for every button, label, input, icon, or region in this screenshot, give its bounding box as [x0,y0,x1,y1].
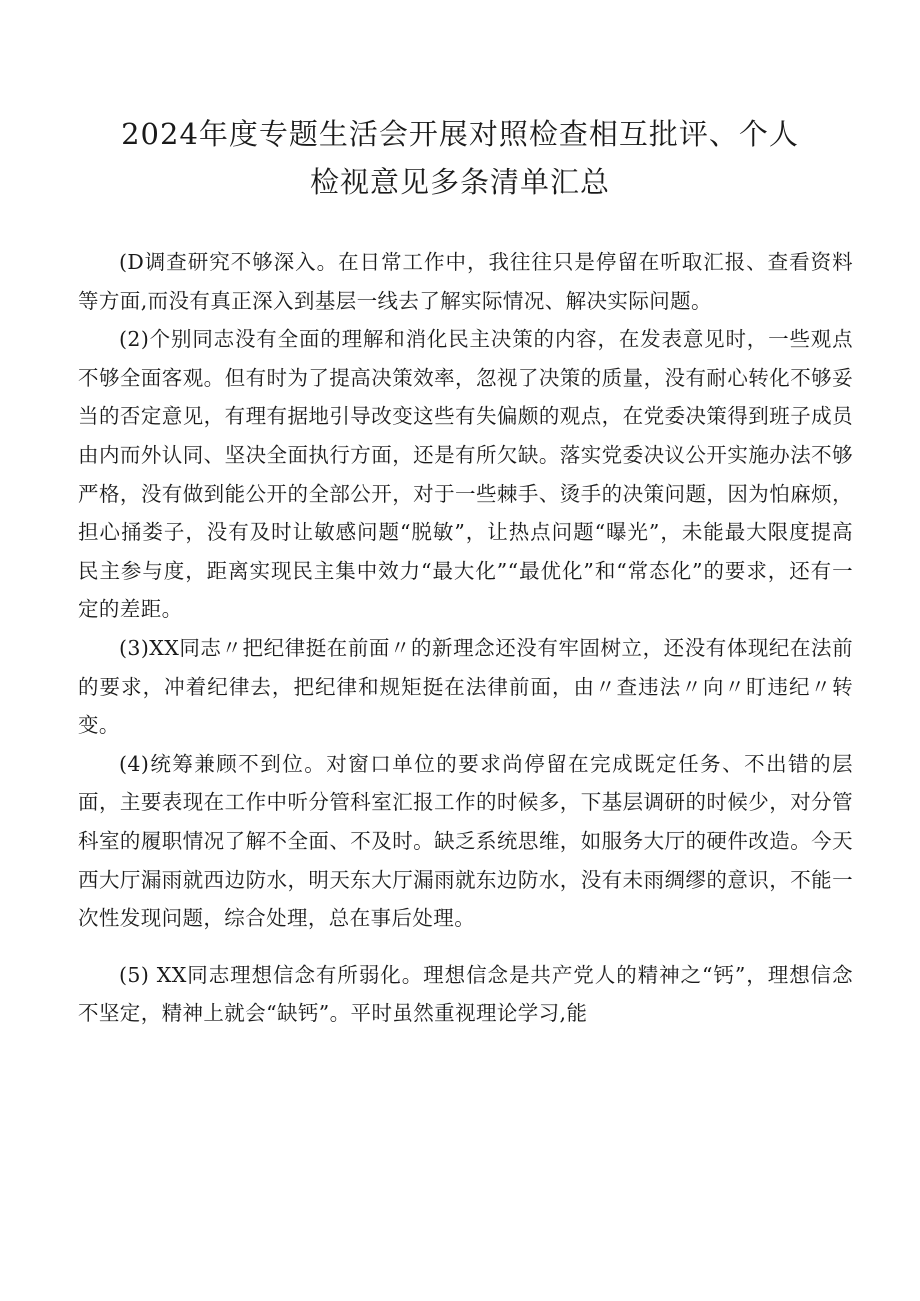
paragraph-5: (5) XX同志理想信念有所弱化。理想信念是共产党人的精神之“钙”，理想信念不坚定，精神上就会“缺钙”。平时虽然重视理论学习,能 [78,962,853,1026]
paragraph-4: (4)统筹兼顾不到位。对窗口单位的要求尚停留在完成既定任务、不出错的层面，主要表现在工作中听分管科室汇报工作的时候多，下基层调研的时候少，对分管科室的履职情况了解不全面、不及时。缺乏系统思维，如服务大厅的硬件改造。今天西大厅漏雨就西边防水，明天东大厅漏雨就东边防水，没有未雨绸缪的意识，不能一次性发现问题，综合处理，总在事后处理。 [78,751,853,931]
paragraph-2: (2)个别同志没有全面的理解和消化民主决策的内容，在发表意见时，一些观点不够全面客观。但有时为了提高决策效率，忽视了决策的质量，没有耐心转化不够妥当的否定意见，有理有据地引导改变这些有失偏颇的观点，在党委决策得到班子成员由内而外认同、坚决全面执行方面，还是有所欠缺。落实党委决议公开实施办法不够严格，没有做到能公开的全部公开，对于一些棘手、烫手的决策问题，因为怕麻烦，担心捅娄子，没有及时让敏感问题“脱敏”，让热点问题“曝光”，未能最大限度提高民主参与度，距离实现民主集中效力“最大化”“最优化”和“常态化”的要求，还有一定的差距。 [78,327,853,622]
title-line-2: 检视意见多条清单汇总 [309,165,610,199]
document-title [70,110,850,206]
document-body [78,243,853,1033]
title-line-1: 2024年度专题生活会开展对照检查相互批评、个人 [121,117,799,151]
paragraph-3: (3)XX同志〃把纪律挺在前面〃的新理念还没有牢固树立，还没有体现纪在法前的要求，冲着纪律去，把纪律和规矩挺在法律前面，由〃查违法〃向〃盯违纪〃转变。 [78,635,853,738]
paragraph-1: (D调查研究不够深入。在日常工作中，我往往只是停留在听取汇报、查看资料等方面,而没有真正深入到基层一线去了解实际情况、解决实际问题。 [78,250,853,313]
